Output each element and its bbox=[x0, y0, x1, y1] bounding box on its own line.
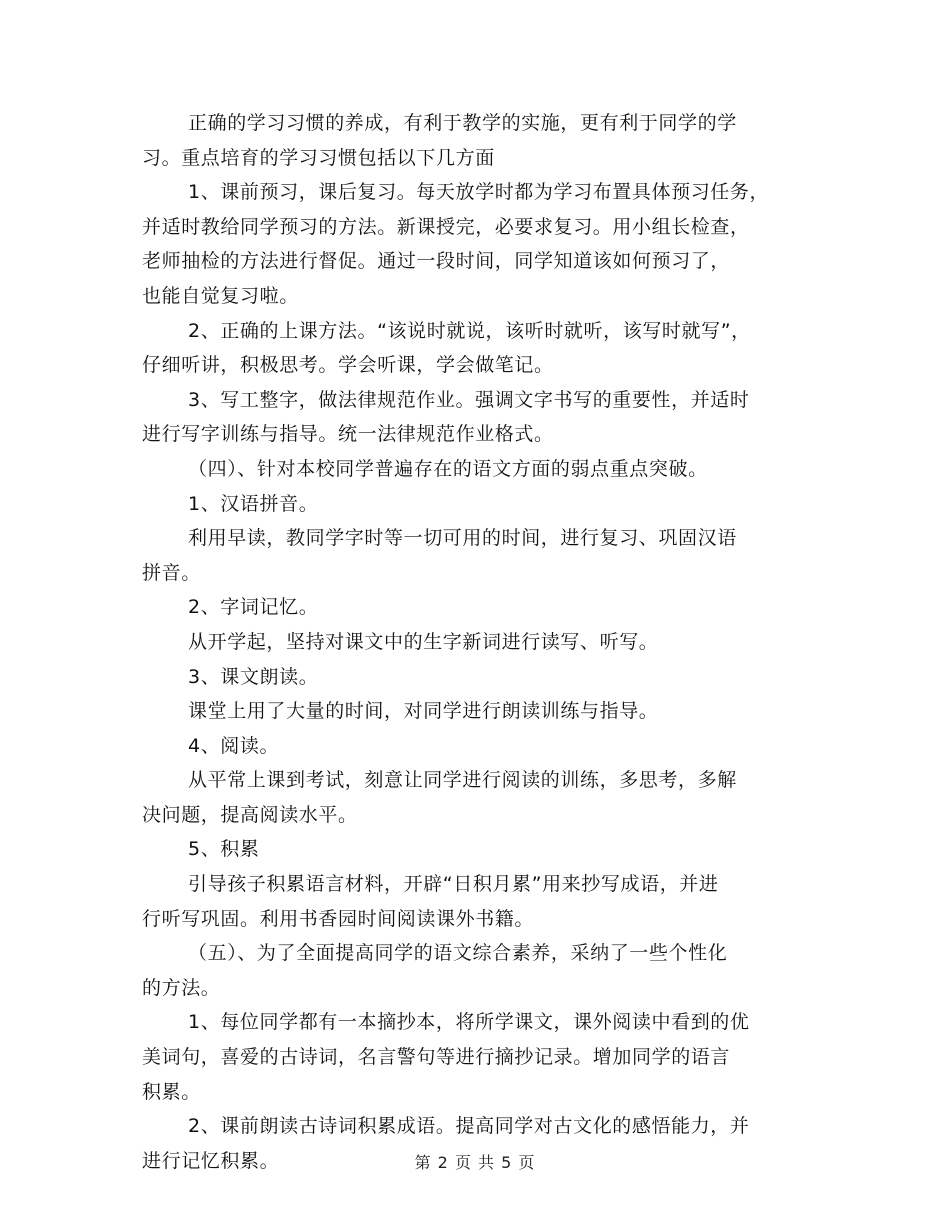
text-line: 也能自觉复习啦。 bbox=[142, 284, 299, 307]
paragraph bbox=[142, 867, 808, 936]
text-line: 行听写巩固。利用书香园时间阅读课外书籍。 bbox=[142, 907, 535, 930]
text-line: 仔细听讲，积极思考。学会听课，学会做笔记。 bbox=[142, 354, 554, 377]
paragraph bbox=[142, 936, 808, 1005]
paragraph bbox=[142, 521, 808, 590]
text-line: 决问题，提高阅读水平。 bbox=[142, 803, 358, 826]
paragraph bbox=[142, 1005, 808, 1109]
paragraph bbox=[142, 590, 808, 625]
text-line: 的方法。 bbox=[142, 976, 221, 999]
text-line: 从平常上课到考试，刻意让同学进行阅读的训练，多思考，多解 bbox=[188, 769, 737, 792]
paragraph bbox=[142, 729, 808, 764]
text-line: 利用早读，教同学字时等一切可用的时间，进行复习、巩固汉语 bbox=[188, 527, 737, 550]
paragraph bbox=[142, 694, 808, 729]
text-line: 1、汉语拼音。 bbox=[188, 492, 319, 515]
text-line: 2、课前朗读古诗词积累成语。提高同学对古文化的感悟能力，并 bbox=[188, 1115, 750, 1138]
paragraph bbox=[142, 106, 808, 175]
text-line: 进行写字训练与指导。统一法律规范作业格式。 bbox=[142, 423, 554, 446]
text-line: 从开学起，坚持对课文中的生字新词进行读写、听写。 bbox=[188, 630, 659, 653]
text-line: （四）、针对本校同学普遍存在的语文方面的弱点重点突破。 bbox=[188, 457, 708, 480]
text-line: 正确的学习习惯的养成，有利于教学的实施，更有利于同学的学 bbox=[188, 112, 737, 134]
paragraph bbox=[142, 452, 808, 487]
text-line: 美词句，喜爱的古诗词，名言警句等进行摘抄记录。增加同学的语言 bbox=[142, 1046, 731, 1069]
text-line: 进行记忆积累。 bbox=[142, 1149, 280, 1172]
paragraph bbox=[142, 175, 808, 313]
document-body bbox=[142, 106, 808, 1178]
paragraph bbox=[142, 487, 808, 522]
text-line: 积累。 bbox=[142, 1080, 201, 1103]
paragraph bbox=[142, 660, 808, 695]
paragraph bbox=[142, 314, 808, 383]
text-line: 并适时教给同学预习的方法。新课授完，必要求复习。用小组长检查， bbox=[142, 215, 750, 238]
page-footer: 第 2 页 共 5 页 bbox=[414, 1153, 536, 1172]
text-line: 引导孩子积累语言材料，开辟“日积月累”用来抄写成语，并进 bbox=[188, 873, 719, 896]
paragraph bbox=[142, 763, 808, 832]
text-line: 3、写工整字，做法律规范作业。强调文字书写的重要性，并适时 bbox=[188, 388, 750, 411]
paragraph bbox=[142, 832, 808, 867]
paragraph bbox=[142, 383, 808, 452]
text-line: 3、课文朗读。 bbox=[188, 665, 319, 688]
paragraph bbox=[142, 625, 808, 660]
text-line: 课堂上用了大量的时间，对同学进行朗读训练与指导。 bbox=[188, 700, 659, 723]
text-line: 习。重点培育的学习习惯包括以下几方面 bbox=[142, 146, 495, 169]
text-line: （五）、为了全面提高同学的语文综合素养，采纳了一些个性化 bbox=[188, 942, 728, 965]
text-line: 2、字词记忆。 bbox=[188, 596, 319, 619]
text-line: 1、课前预习，课后复习。每天放学时都为学习布置具体预习任务， bbox=[188, 181, 770, 204]
text-line: 5、积累 bbox=[188, 838, 260, 861]
text-line: 1、每位同学都有一本摘抄本，将所学课文，课外阅读中看到的优 bbox=[188, 1011, 750, 1034]
text-line: 4、阅读。 bbox=[188, 734, 280, 757]
text-line: 老师抽检的方法进行督促。通过一段时间，同学知道该如何预习了， bbox=[142, 250, 731, 273]
text-line: 拼音。 bbox=[142, 561, 201, 584]
text-line: 2、正确的上课方法。“该说时就说，该听时就听，该写时就写”， bbox=[188, 319, 751, 342]
